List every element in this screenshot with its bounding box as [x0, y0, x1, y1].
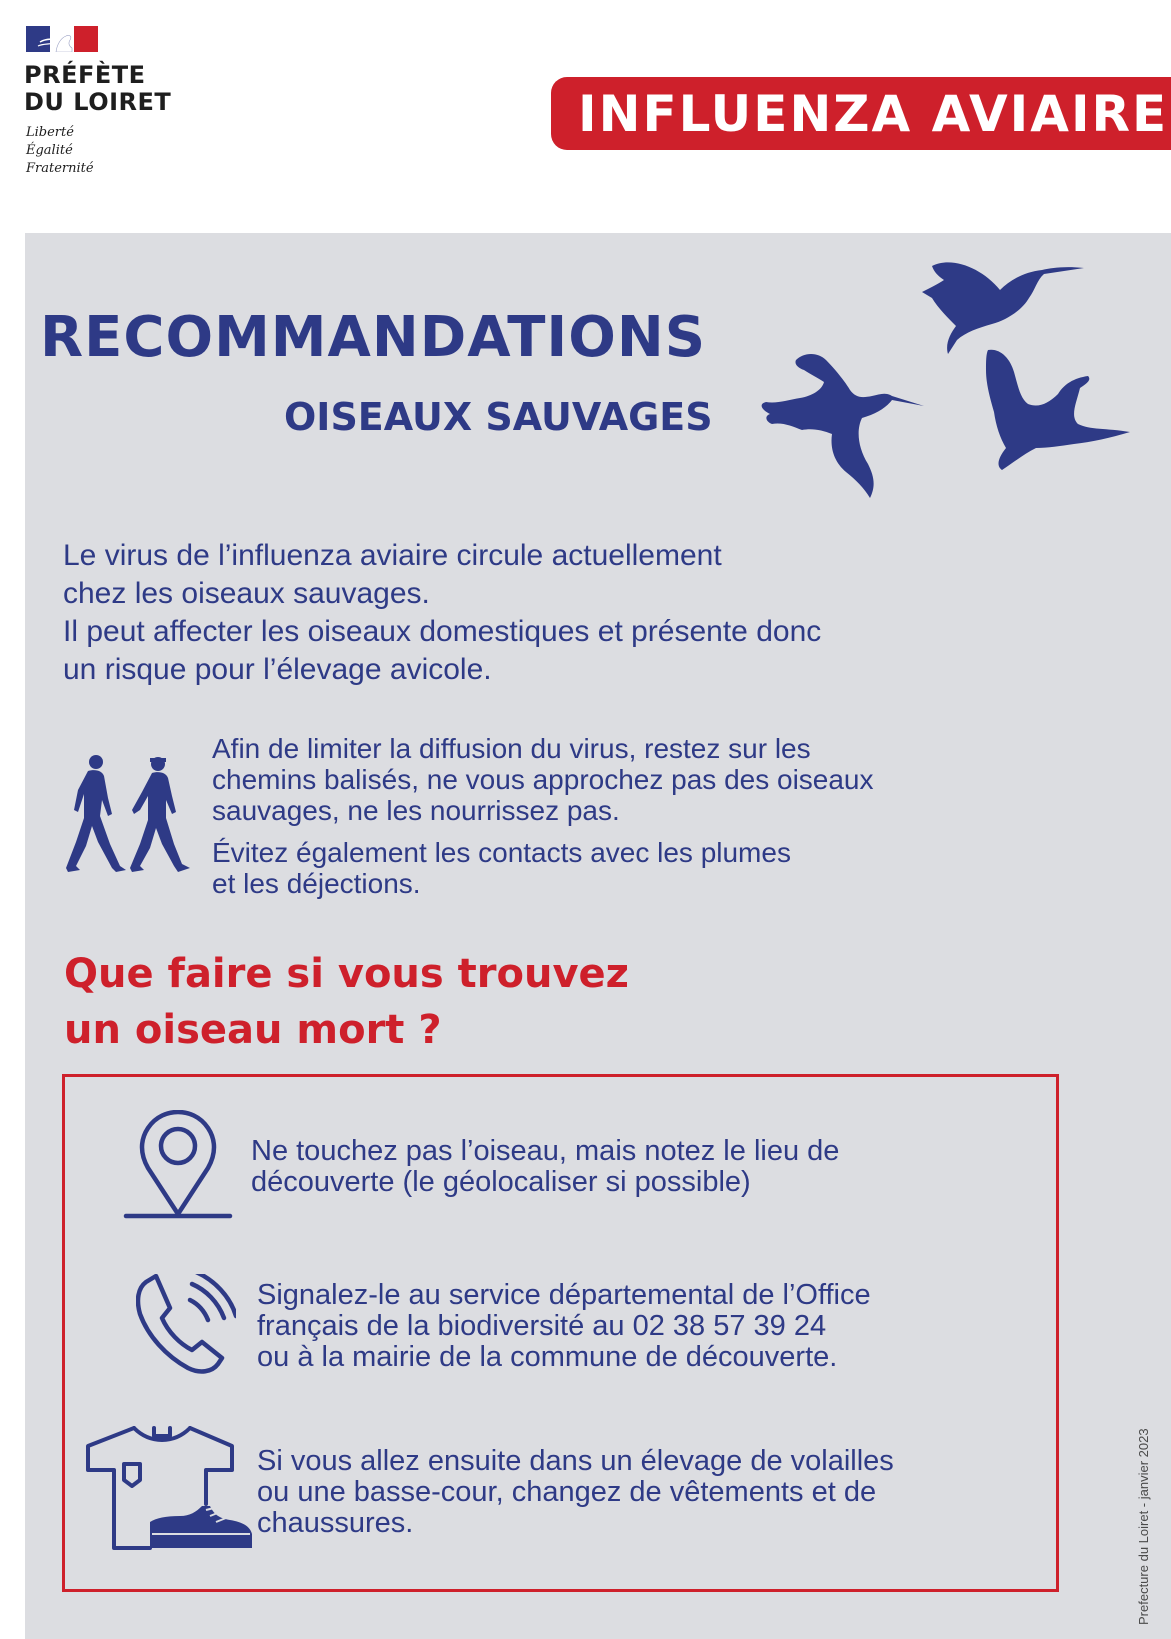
question-line: Que faire si vous trouvez [64, 951, 629, 997]
step-line: chaussures. [257, 1507, 414, 1539]
page-title: RECOMMANDATIONS [40, 305, 707, 370]
motto-egalite: Égalité [26, 143, 73, 158]
walkers-icon [62, 754, 194, 876]
step-line: découverte (le géolocaliser si possible) [251, 1166, 751, 1198]
intro-line: Il peut affecter les oiseaux domestiques et présente donc [63, 615, 822, 648]
marianne-logo [26, 26, 98, 52]
clothes-shoe-icon [86, 1426, 256, 1552]
authority-line-2: DU LOIRET [24, 88, 172, 116]
intro-line: un risque pour l’élevage avicole. [63, 653, 492, 686]
flying-birds-icon [752, 258, 1132, 513]
footer-credit: Prefecture du Loiret - janvier 2023 [1136, 1428, 1151, 1625]
advice-line: et les déjections. [212, 868, 421, 899]
advice-line: chemins balisés, ne vous approchez pas des oiseaux [212, 764, 874, 795]
step-line: ou à la mairie de la commune de découverte. [257, 1341, 838, 1373]
step-line: Ne touchez pas l’oiseau, mais notez le lieu de [251, 1135, 840, 1167]
location-pin-icon [122, 1110, 234, 1222]
step-line: français de la biodiversité au 02 38 57 39 24 [257, 1310, 827, 1342]
step-line: Signalez-le au service départemental de l’Office [257, 1279, 871, 1311]
step-dont-touch [251, 1136, 839, 1198]
step-change-clothes [257, 1446, 894, 1539]
banner-title: INFLUENZA AVIAIRE [578, 85, 1169, 143]
advice-line: Évitez également les contacts avec les plumes [212, 837, 791, 868]
dead-bird-question [64, 946, 629, 1058]
phone-icon [136, 1274, 236, 1374]
step-line: ou une basse-cour, changez de vêtements et de [257, 1476, 877, 1508]
step-line: Si vous allez ensuite dans un élevage de volailles [257, 1445, 894, 1477]
authority-line-1: PRÉFÈTE [24, 61, 146, 89]
intro-line: chez les oiseaux sauvages. [63, 577, 430, 610]
advice-line: sauvages, ne les nourrissez pas. [212, 795, 620, 826]
page-subtitle: OISEAUX SAUVAGES [284, 395, 713, 439]
intro-paragraph [63, 537, 821, 689]
motto-liberte: Liberté [26, 125, 74, 140]
step-report [257, 1280, 871, 1373]
advice-paragraph [212, 733, 874, 899]
republic-motto [26, 124, 94, 178]
authority-name [24, 62, 171, 116]
intro-line: Le virus de l’influenza aviaire circule actuellement [63, 539, 722, 572]
motto-fraternite: Fraternité [26, 161, 94, 176]
advice-line: Afin de limiter la diffusion du virus, restez sur les [212, 733, 811, 764]
question-line: un oiseau mort ? [64, 1007, 442, 1053]
